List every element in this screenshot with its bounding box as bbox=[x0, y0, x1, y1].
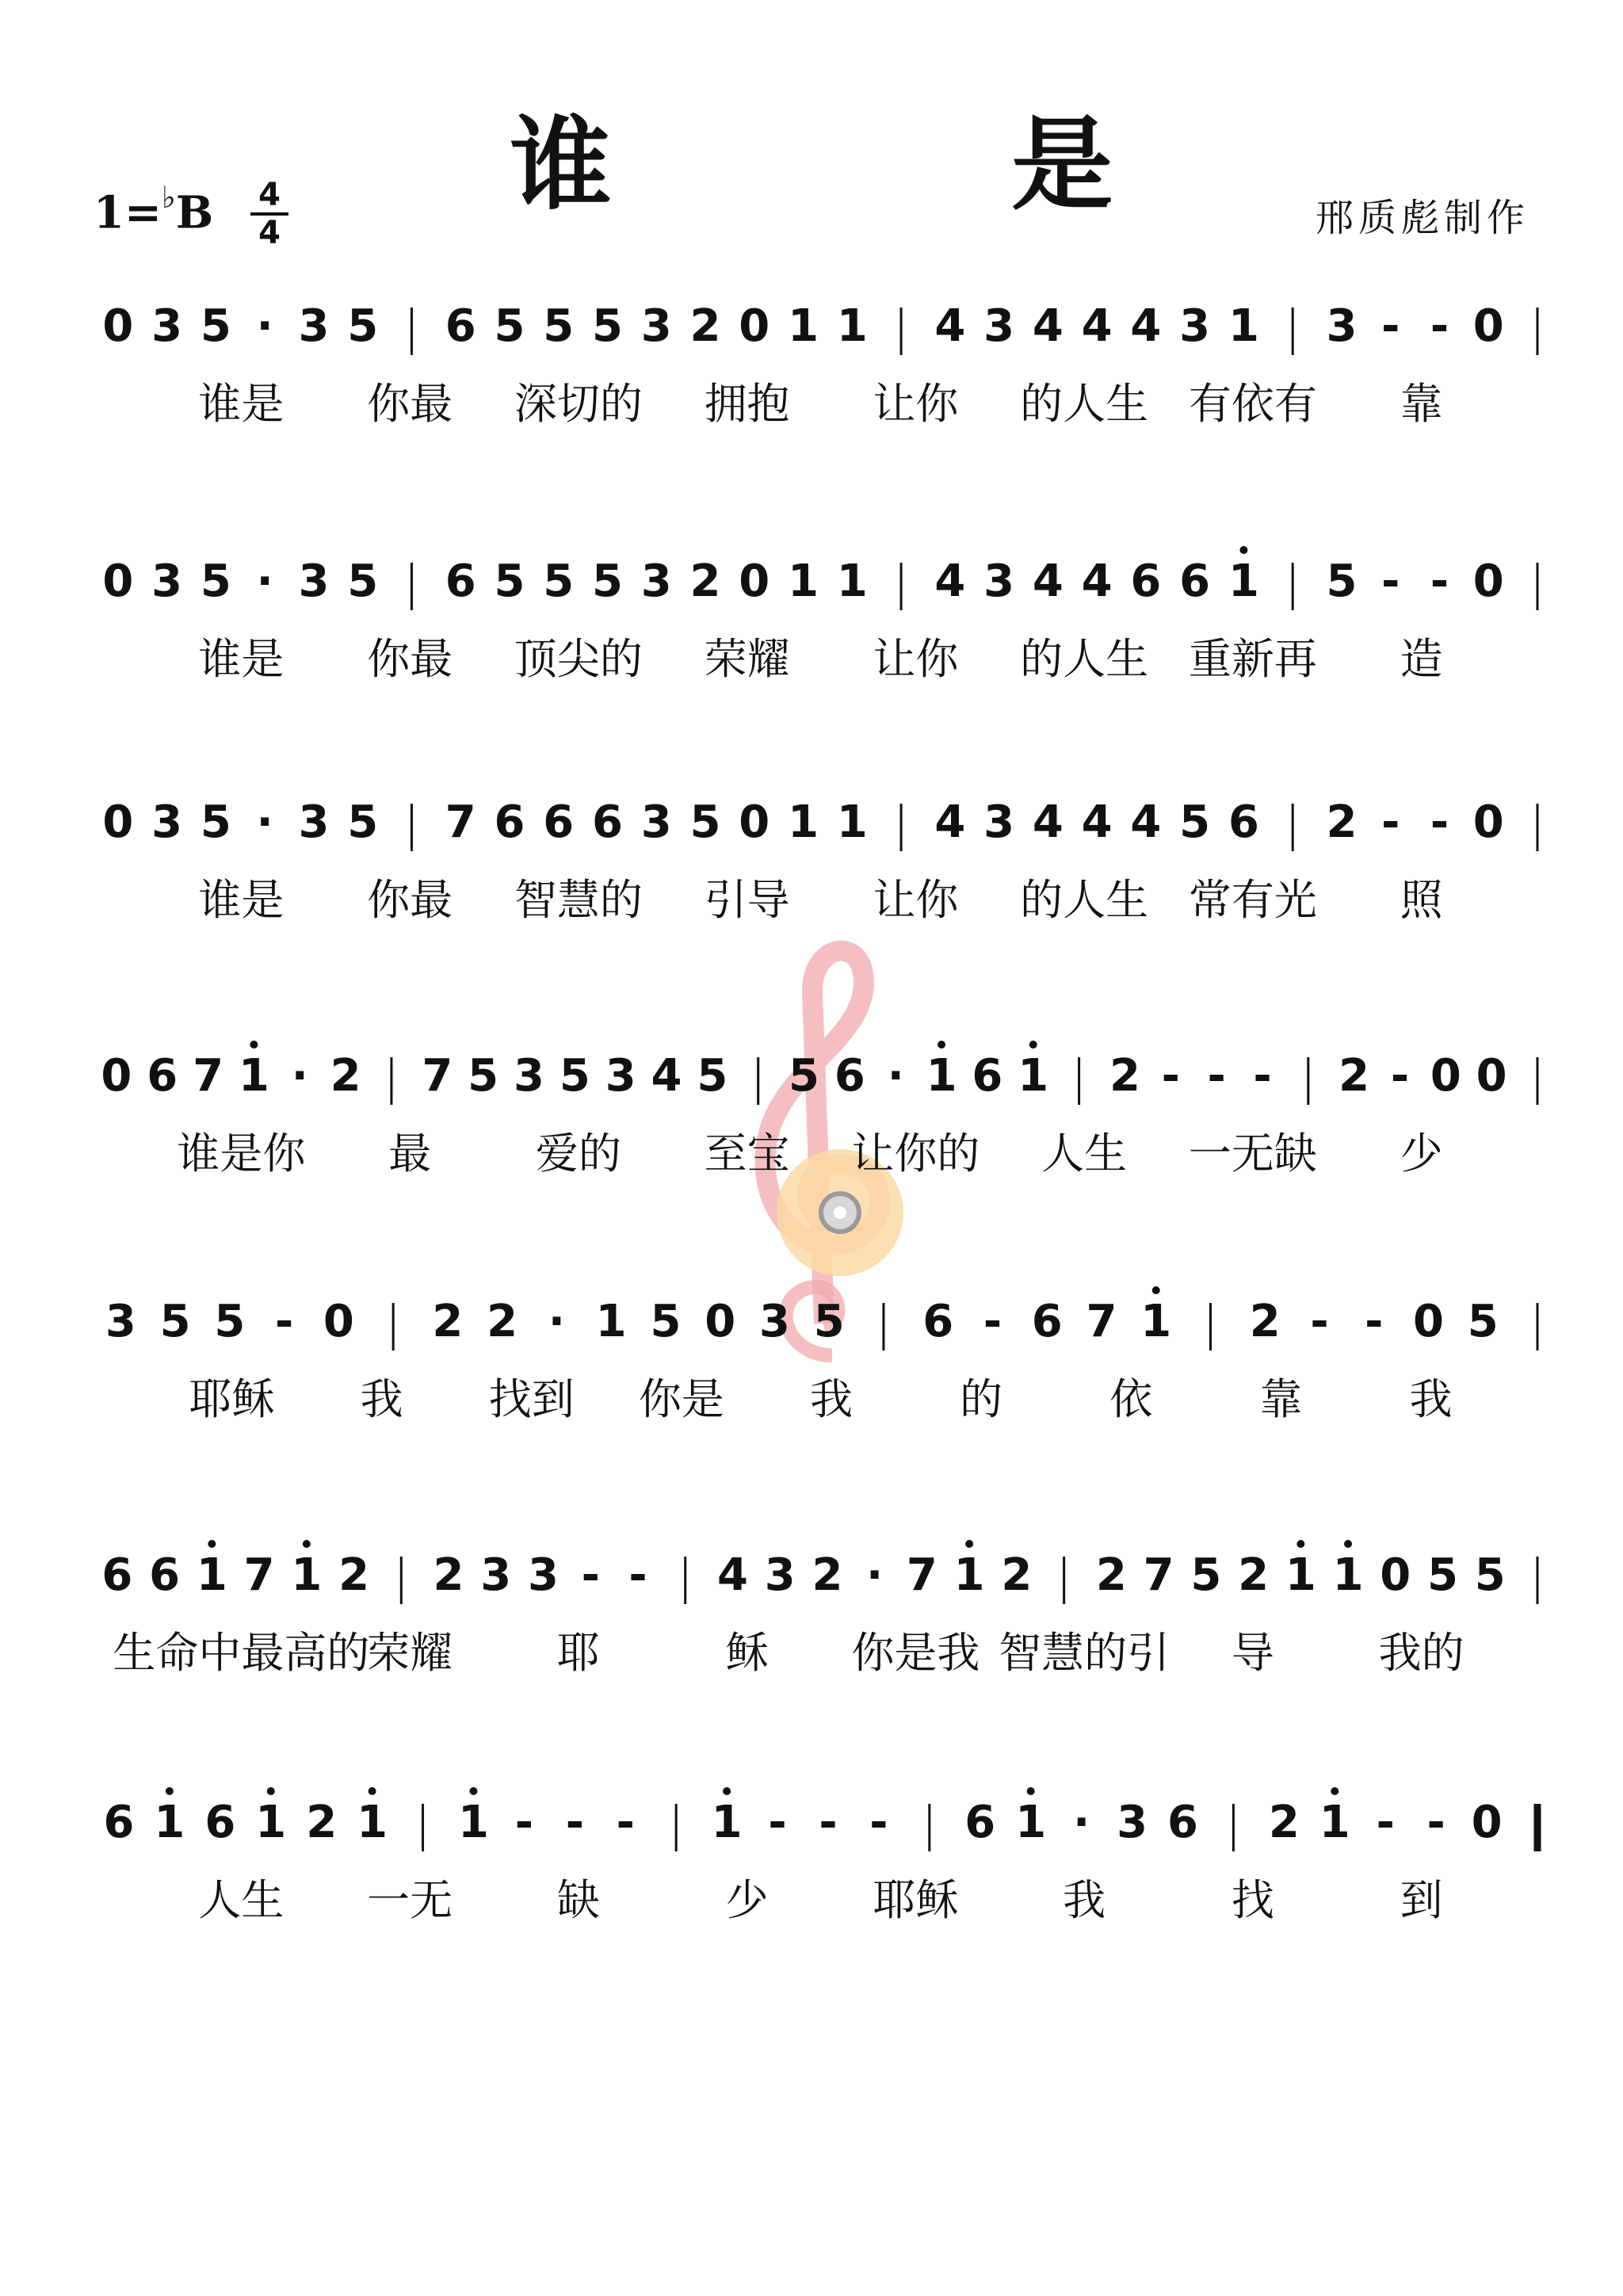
note: 1 bbox=[154, 1797, 185, 1848]
note: 5 bbox=[200, 797, 231, 848]
song-title: 谁 是 bbox=[510, 106, 1296, 224]
note: 2 bbox=[306, 1797, 338, 1848]
note: 5 bbox=[689, 797, 721, 848]
lyric-word: 深切的 bbox=[514, 379, 643, 429]
lyric-word: 找到 bbox=[488, 1374, 575, 1424]
note: 2 bbox=[1268, 1797, 1300, 1848]
lyric-word: 造 bbox=[1400, 634, 1443, 684]
note: 3 bbox=[983, 556, 1015, 607]
note: 2 bbox=[1109, 1050, 1140, 1102]
score-row bbox=[101, 1540, 1537, 1604]
lyric-word: 荣耀 bbox=[367, 1628, 453, 1678]
lyric-word: 少 bbox=[725, 1875, 769, 1925]
note: 0 bbox=[1413, 1296, 1444, 1347]
lyric-word: 有依有 bbox=[1188, 379, 1317, 429]
note: 2 bbox=[338, 1549, 370, 1601]
meter-top: 4 bbox=[258, 177, 281, 213]
lyric-word: 至宝 bbox=[704, 1129, 790, 1179]
note: 6 bbox=[964, 1797, 996, 1848]
note: 6 bbox=[204, 1797, 236, 1848]
note: 3 bbox=[298, 300, 330, 352]
note: 5 bbox=[1190, 1549, 1222, 1601]
lyric-word: 常有光 bbox=[1188, 875, 1317, 925]
note: 2 bbox=[1095, 1549, 1127, 1601]
note: 7 bbox=[445, 797, 476, 848]
note: 1 bbox=[836, 300, 868, 352]
note: 1 bbox=[953, 1549, 985, 1601]
note: 6 bbox=[922, 1296, 954, 1347]
note: 3 bbox=[640, 300, 672, 352]
dot-mark: · bbox=[548, 1296, 566, 1347]
note: 5 bbox=[559, 1050, 590, 1102]
note: 1 bbox=[595, 1296, 627, 1347]
note: 3 bbox=[758, 1296, 790, 1347]
lyric-word: 靠 bbox=[1400, 379, 1443, 429]
octave-dot bbox=[965, 1540, 973, 1548]
note: 0 bbox=[1476, 1050, 1507, 1102]
lyric-word: 智慧的引 bbox=[999, 1628, 1170, 1678]
dot-mark: · bbox=[256, 797, 273, 848]
note: 6 bbox=[494, 797, 525, 848]
note: 6 bbox=[147, 1050, 178, 1102]
dash-note: - bbox=[1390, 1050, 1410, 1102]
lyric-word: 少 bbox=[1400, 1129, 1443, 1179]
lyric-word: 一无 bbox=[367, 1875, 453, 1925]
dash-note: - bbox=[1365, 1296, 1384, 1347]
note: 2 bbox=[1338, 1050, 1370, 1102]
note: 4 bbox=[1130, 797, 1162, 848]
note: 3 bbox=[105, 1296, 136, 1347]
note: 4 bbox=[1081, 300, 1113, 352]
lyric-word: 让你 bbox=[873, 634, 959, 684]
note: 6 bbox=[543, 797, 575, 848]
note: 3 bbox=[528, 1549, 559, 1601]
note: 2 bbox=[1249, 1296, 1281, 1347]
note: 0 bbox=[102, 300, 134, 352]
note: 1 bbox=[238, 1050, 269, 1102]
note: 5 bbox=[697, 1050, 728, 1102]
lyric-word: 引导 bbox=[704, 875, 790, 925]
octave-dot bbox=[938, 1041, 945, 1049]
key-label: 1= bbox=[94, 186, 162, 239]
note: 0 bbox=[1472, 556, 1504, 607]
lyric-word: 你最 bbox=[367, 634, 453, 684]
note: 1 bbox=[788, 556, 819, 607]
note: 1 bbox=[836, 556, 868, 607]
note: 3 bbox=[298, 556, 330, 607]
lyric-word: 我的 bbox=[1378, 1628, 1465, 1678]
octave-dot bbox=[1152, 1286, 1160, 1294]
note: 0 bbox=[739, 300, 770, 352]
note: 1 bbox=[1015, 1797, 1047, 1848]
score-row bbox=[103, 1787, 1537, 1851]
note: 5 bbox=[200, 300, 231, 352]
octave-dot bbox=[303, 1540, 311, 1548]
dash-note: - bbox=[628, 1549, 647, 1601]
dash-note: - bbox=[565, 1797, 584, 1848]
octave-dot bbox=[369, 1787, 376, 1795]
dash-note: - bbox=[275, 1296, 294, 1347]
note: 5 bbox=[1326, 556, 1358, 607]
note: 5 bbox=[494, 556, 525, 607]
octave-dot bbox=[1296, 1540, 1304, 1548]
note: 3 bbox=[151, 797, 183, 848]
note: 0 bbox=[1380, 1549, 1411, 1601]
note: 5 bbox=[468, 1050, 499, 1102]
score-row bbox=[102, 546, 1537, 610]
note: 2 bbox=[487, 1296, 518, 1347]
octave-dot bbox=[166, 1787, 174, 1795]
lyric-word: 谁是 bbox=[198, 634, 285, 684]
dash-note: - bbox=[1430, 797, 1449, 848]
lyric-word: 我 bbox=[1409, 1374, 1453, 1424]
note: 5 bbox=[592, 300, 623, 352]
note: 1 bbox=[357, 1797, 388, 1848]
lyric-word: 的人生 bbox=[1020, 379, 1149, 429]
note: 5 bbox=[494, 300, 525, 352]
note: 4 bbox=[651, 1050, 682, 1102]
meter-bottom: 4 bbox=[258, 215, 281, 251]
dot-mark: · bbox=[256, 300, 273, 352]
note: 3 bbox=[298, 797, 330, 848]
lyric-word: 照 bbox=[1400, 875, 1443, 925]
note: 6 bbox=[1031, 1296, 1063, 1347]
dash-note: - bbox=[819, 1797, 838, 1848]
lyric-word: 顶尖的 bbox=[514, 634, 643, 684]
note: 7 bbox=[193, 1050, 224, 1102]
note: 3 bbox=[1117, 1797, 1148, 1848]
lyric-word: 耶稣 bbox=[873, 1875, 959, 1925]
lyric-word: 耶稣 bbox=[189, 1374, 275, 1424]
note: 6 bbox=[103, 1797, 135, 1848]
lyric-word: 谁是 bbox=[198, 379, 285, 429]
note: 5 bbox=[347, 797, 379, 848]
note: 1 bbox=[1140, 1296, 1172, 1347]
score-row bbox=[105, 1286, 1537, 1350]
note: 2 bbox=[432, 1296, 464, 1347]
octave-dot bbox=[208, 1540, 216, 1548]
note: 1 bbox=[1228, 556, 1259, 607]
lyric-word: 智慧的 bbox=[514, 875, 643, 925]
lyric-word: 你最 bbox=[367, 875, 453, 925]
note: 6 bbox=[445, 556, 476, 607]
note: 1 bbox=[457, 1797, 489, 1848]
octave-dot bbox=[469, 1787, 477, 1795]
note: 1 bbox=[196, 1549, 227, 1601]
note: 5 bbox=[789, 1050, 820, 1102]
note: 2 bbox=[330, 1050, 361, 1102]
note: 5 bbox=[347, 300, 379, 352]
note: 0 bbox=[102, 797, 134, 848]
note: 4 bbox=[934, 797, 966, 848]
note: 1 bbox=[711, 1797, 743, 1848]
dot-mark: · bbox=[887, 1050, 904, 1102]
note: 0 bbox=[101, 1050, 132, 1102]
note: 1 bbox=[291, 1549, 323, 1601]
note: 5 bbox=[592, 556, 623, 607]
note: 5 bbox=[1474, 1549, 1506, 1601]
note: 2 bbox=[689, 556, 721, 607]
dash-note: - bbox=[983, 1296, 1002, 1347]
lyric-word: 的人生 bbox=[1020, 875, 1149, 925]
lyrics-row bbox=[177, 1129, 1442, 1179]
note: 7 bbox=[1143, 1549, 1174, 1601]
note: 3 bbox=[151, 556, 183, 607]
lyric-word: 一无缺 bbox=[1188, 1129, 1317, 1179]
lyric-word: 耶 bbox=[556, 1628, 600, 1678]
note: 3 bbox=[1179, 300, 1211, 352]
dot-mark: · bbox=[256, 556, 273, 607]
note: 5 bbox=[214, 1296, 246, 1347]
dot-mark: · bbox=[291, 1050, 308, 1102]
note: 6 bbox=[834, 1050, 865, 1102]
dash-note: - bbox=[1381, 300, 1400, 352]
dash-note: - bbox=[1161, 1050, 1180, 1102]
dash-note: - bbox=[1381, 797, 1400, 848]
note: 2 bbox=[433, 1549, 464, 1601]
lyric-word: 重新再 bbox=[1188, 634, 1317, 684]
lyric-word: 我 bbox=[360, 1374, 403, 1424]
lyric-word: 让你 bbox=[873, 379, 959, 429]
note: 6 bbox=[1167, 1797, 1198, 1848]
dash-note: - bbox=[869, 1797, 888, 1848]
note: 5 bbox=[347, 556, 379, 607]
lyric-word: 依 bbox=[1109, 1374, 1153, 1424]
note: 1 bbox=[1332, 1549, 1364, 1601]
note: 3 bbox=[480, 1549, 512, 1601]
lyrics-row bbox=[198, 1875, 1442, 1925]
dash-note: - bbox=[768, 1797, 787, 1848]
note: 7 bbox=[906, 1549, 938, 1601]
note: 1 bbox=[1018, 1050, 1049, 1102]
note: 1 bbox=[1319, 1797, 1350, 1848]
octave-dot bbox=[1331, 1787, 1338, 1795]
note: 0 bbox=[705, 1296, 736, 1347]
dash-note: - bbox=[616, 1797, 635, 1848]
lyric-word: 人生 bbox=[198, 1875, 285, 1925]
note: 5 bbox=[200, 556, 231, 607]
note: 5 bbox=[813, 1296, 845, 1347]
note: 4 bbox=[1130, 300, 1162, 352]
dash-note: - bbox=[1376, 1797, 1395, 1848]
lyric-word: 稣 bbox=[725, 1628, 769, 1678]
octave-dot bbox=[250, 1041, 258, 1049]
note: 4 bbox=[716, 1549, 748, 1601]
octave-dot bbox=[267, 1787, 275, 1795]
note: 5 bbox=[543, 300, 575, 352]
note: 0 bbox=[102, 556, 134, 607]
note: 2 bbox=[1238, 1549, 1270, 1601]
lyric-word: 你是我 bbox=[851, 1628, 980, 1678]
note: 3 bbox=[514, 1050, 544, 1102]
note: 0 bbox=[739, 797, 770, 848]
octave-dot bbox=[1239, 546, 1247, 554]
score-row bbox=[102, 300, 1537, 355]
key-letter: B bbox=[175, 186, 214, 239]
note: 1 bbox=[836, 797, 868, 848]
note: 1 bbox=[788, 797, 819, 848]
note: 1 bbox=[788, 300, 819, 352]
note: 5 bbox=[650, 1296, 682, 1347]
lyric-word: 的 bbox=[960, 1374, 1003, 1424]
note: 2 bbox=[1001, 1549, 1033, 1601]
note: 7 bbox=[422, 1050, 453, 1102]
dot-mark: · bbox=[866, 1549, 884, 1601]
note: 1 bbox=[1228, 300, 1259, 352]
score-row bbox=[102, 797, 1537, 851]
dash-note: - bbox=[1207, 1050, 1226, 1102]
note: 2 bbox=[689, 300, 721, 352]
lyric-word: 我 bbox=[810, 1374, 853, 1424]
note: 6 bbox=[149, 1549, 181, 1601]
octave-dot bbox=[1029, 1041, 1037, 1049]
note: 7 bbox=[243, 1549, 275, 1601]
octave-dot bbox=[723, 1787, 731, 1795]
note: 3 bbox=[640, 556, 672, 607]
lyric-word: 让你的 bbox=[851, 1129, 980, 1179]
score-row bbox=[101, 1041, 1537, 1105]
note: 5 bbox=[1427, 1549, 1459, 1601]
note: 0 bbox=[1430, 1050, 1461, 1102]
note: 2 bbox=[812, 1549, 843, 1601]
lyric-word: 谁是 bbox=[198, 875, 285, 925]
dot-mark: · bbox=[1072, 1797, 1090, 1848]
note: 5 bbox=[1179, 797, 1211, 848]
lyric-word: 让你 bbox=[873, 875, 959, 925]
lyric-word: 拥抱 bbox=[704, 379, 790, 429]
octave-dot bbox=[1344, 1540, 1352, 1548]
note: 6 bbox=[972, 1050, 1003, 1102]
lyric-word: 荣耀 bbox=[704, 634, 790, 684]
lyric-word: 人生 bbox=[1041, 1129, 1128, 1179]
lyric-word: 我 bbox=[1063, 1875, 1106, 1925]
note: 3 bbox=[983, 797, 1015, 848]
note: 7 bbox=[1086, 1296, 1117, 1347]
lyric-word: 最 bbox=[388, 1129, 432, 1179]
note: 3 bbox=[983, 300, 1015, 352]
note: 3 bbox=[151, 300, 183, 352]
dash-note: - bbox=[1381, 556, 1400, 607]
dash-note: - bbox=[1430, 556, 1449, 607]
dash-note: - bbox=[514, 1797, 534, 1848]
lyric-word: 的人生 bbox=[1020, 634, 1149, 684]
lyric-word: 你是 bbox=[638, 1374, 724, 1424]
lyric-word: 找 bbox=[1231, 1875, 1274, 1925]
flat-sign: ♭ bbox=[161, 179, 176, 215]
lyric-word: 谁是你 bbox=[177, 1129, 306, 1179]
note: 0 bbox=[1472, 300, 1504, 352]
dash-note: - bbox=[1430, 300, 1449, 352]
dash-note: - bbox=[1426, 1797, 1445, 1848]
lyric-word: 导 bbox=[1231, 1628, 1274, 1678]
note: 6 bbox=[445, 300, 476, 352]
dash-note: - bbox=[1310, 1296, 1329, 1347]
octave-dot bbox=[1027, 1787, 1035, 1795]
note: 1 bbox=[255, 1797, 287, 1848]
note: 6 bbox=[1228, 797, 1259, 848]
note: 5 bbox=[543, 556, 575, 607]
note: 6 bbox=[1179, 556, 1211, 607]
note: 5 bbox=[159, 1296, 191, 1347]
note: 3 bbox=[605, 1050, 636, 1102]
note: 4 bbox=[934, 556, 966, 607]
lyric-word: 生命中最高的 bbox=[113, 1628, 370, 1678]
dash-note: - bbox=[1253, 1050, 1272, 1102]
lyrics-row bbox=[189, 1374, 1453, 1424]
lyric-word: 缺 bbox=[556, 1875, 600, 1925]
lyric-word: 到 bbox=[1400, 1875, 1443, 1925]
note: 0 bbox=[323, 1296, 354, 1347]
note: 4 bbox=[1032, 797, 1064, 848]
note: 4 bbox=[1032, 300, 1064, 352]
note: 6 bbox=[101, 1549, 133, 1601]
note: 6 bbox=[592, 797, 623, 848]
dash-note: - bbox=[581, 1549, 600, 1601]
lyrics-row bbox=[113, 1628, 1464, 1678]
lyrics-row bbox=[198, 634, 1442, 684]
note: 3 bbox=[1326, 300, 1358, 352]
note: 0 bbox=[1471, 1797, 1503, 1848]
note: 2 bbox=[1326, 797, 1358, 848]
note: 0 bbox=[739, 556, 770, 607]
note: 4 bbox=[934, 300, 966, 352]
note: 4 bbox=[1032, 556, 1064, 607]
note: 5 bbox=[1467, 1296, 1499, 1347]
note: 3 bbox=[764, 1549, 796, 1601]
note: 1 bbox=[1285, 1549, 1316, 1601]
note: 6 bbox=[1130, 556, 1162, 607]
note: 0 bbox=[1472, 797, 1504, 848]
lyrics-row bbox=[198, 875, 1443, 925]
note: 1 bbox=[926, 1050, 957, 1102]
note: 4 bbox=[1081, 797, 1113, 848]
lyric-word: 爱的 bbox=[535, 1129, 621, 1179]
lyric-word: 你最 bbox=[367, 379, 453, 429]
note: 3 bbox=[640, 797, 672, 848]
lyrics-row bbox=[198, 379, 1442, 429]
note: 4 bbox=[1081, 556, 1113, 607]
author-credit: 邢质彪制作 bbox=[1315, 196, 1529, 240]
lyric-word: 靠 bbox=[1259, 1374, 1303, 1424]
